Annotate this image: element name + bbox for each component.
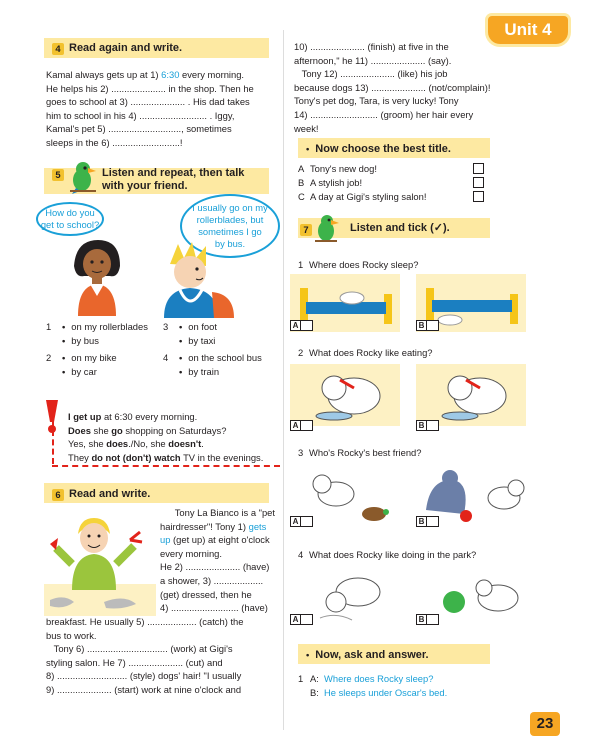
section-number: 4 [52,43,64,55]
text-line: 14) .......................... (groom) her hair every [294,108,474,120]
label-b: B [416,614,427,625]
section-number: 7 [300,224,312,236]
text-line: styling salon. He 7) ..................... (cut) and [46,656,223,668]
grammar-border [52,402,55,464]
grammar-line-1: I get up at 6:30 every morning. [68,411,198,422]
checkbox-a[interactable] [473,163,484,174]
speech-bubble-left: How do you get to school? [36,202,104,236]
choose-heading: • Now choose the best title. [306,143,451,155]
text-line: breakfast. He usually 5) ................... (catch) the [46,616,244,627]
question-3: 3 Who's Rocky's best friend? [298,447,422,458]
dog-eating-illustration [436,366,520,424]
parrot-icon [312,212,340,244]
text-line: Tony's pet dog, Tara, is very lucky! Tony [294,95,459,107]
choose-option-c: C A day at Gigi's styling salon! [298,190,488,204]
question-1: 1 Where does Rocky sleep? [298,259,419,270]
section6-intro: Tony La Bianco is a "pet hairdresser"! Tony 1) gets up (get up) at eight o'clock every morning. He 2) ..................... (have) a shower, 3) ................... (get) dressed, then he 4) .......................... (have) [160,507,275,614]
text-line: week! [294,122,319,134]
text-line: because dogs 13) ..................... (not/complain)! [294,81,491,93]
section5-title: Listen and repeat, then talk with your friend. [102,167,245,192]
checkbox-b[interactable] [473,177,484,188]
text-line: him to school in his 4) .......................... . Iggy, [46,109,235,121]
grammar-line-2: Does she go shopping on Saturdays? [68,424,227,436]
section-title: Read again and write. [69,42,183,54]
text-line: Tony 12) ..................... (like) his job [294,68,448,80]
page-number: 23 [536,715,554,732]
text-line: afternoon," he 11) ..................... (say). [294,54,452,66]
text-line: Tony 6) ............................... (work) at Gigi's [46,643,233,655]
text-line: He helps his 2) ..................... in the shop. Then he [46,82,254,94]
label-a: A [290,320,301,331]
boy-illustration [150,242,250,318]
section6-text [46,615,276,697]
option-group-3: 3 • on foot • by taxi [163,321,217,346]
question-2: 2 What does Rocky like eating? [298,347,433,358]
text-line: Kamal always gets up at 1) 6:30 every morning. [46,69,245,80]
column-divider [283,30,284,730]
dog-turtle-illustration [300,458,400,526]
text-line: 10) ..................... (finish) at five in the [294,41,449,52]
ask-title: Now, ask and answer. [315,649,429,661]
label-a: A [290,614,301,625]
text-line: goes to school at 3) ..................... . His dad takes [46,96,250,108]
text-line: bus to work. [46,629,97,641]
grammar-line-4: They do not (don't) watch TV in the evenings. [68,451,264,463]
hairdresser-illustration [44,510,156,616]
dog-digging-illustration [306,562,400,624]
section4-text [46,68,274,150]
checkbox-c[interactable] [473,191,484,202]
section4-heading [52,41,182,55]
ask-heading: • Now, ask and answer. [306,649,429,661]
question-4: 4 What does Rocky like doing in the park? [298,549,477,560]
section-title: Read and write. [69,488,151,500]
speech-bubble-right: I usually go on my rollerblades, but sometimes I go by bus. [180,194,280,258]
choose-title: Now choose the best title. [315,143,451,155]
label-a: A [290,420,301,431]
label-a: A [290,516,301,527]
parrot-icon [66,160,98,194]
ask-example: 1 A: Where does Rocky sleep? B: He sleeps under Oscar's bed. [298,673,448,698]
grammar-bottom [52,465,280,467]
section-number: 6 [52,489,64,501]
grammar-line-3: Yes, she does./No, she doesn't. [68,438,204,450]
option-group-2: 2 • on my bike • by car [46,352,117,377]
label-b: B [416,420,427,431]
unit-label: Unit 4 [504,20,552,39]
text-line: sleeps in the 6) ..........................! [46,136,183,148]
section6-continued [294,40,516,135]
grammar-box [68,410,283,464]
label-b: B [416,320,427,331]
section6-heading [52,487,150,501]
section7-title: Listen and tick (✓). [350,222,450,234]
option-group-4: 4 • on the school bus • by train [163,352,262,377]
section-number: 5 [52,169,64,181]
label-b: B [416,516,427,527]
text-line: 9) ..................... (start) work at nine o'clock and [46,683,242,695]
text-line: Kamal's pet 5) ............................, sometimes [46,123,232,135]
option-group-1: 1 • on my rollerblades • by bus [46,321,148,346]
choose-option-b: B A stylish job! [298,176,488,190]
dog-eating-illustration [310,366,394,424]
choose-option-a: A Tony's new dog! [298,162,488,176]
dog-ball-illustration [434,566,530,626]
girl-illustration [60,236,134,316]
choose-options [298,162,488,204]
text-line: 8) ........................... (style) dogs' hair! "I usually [46,670,242,682]
